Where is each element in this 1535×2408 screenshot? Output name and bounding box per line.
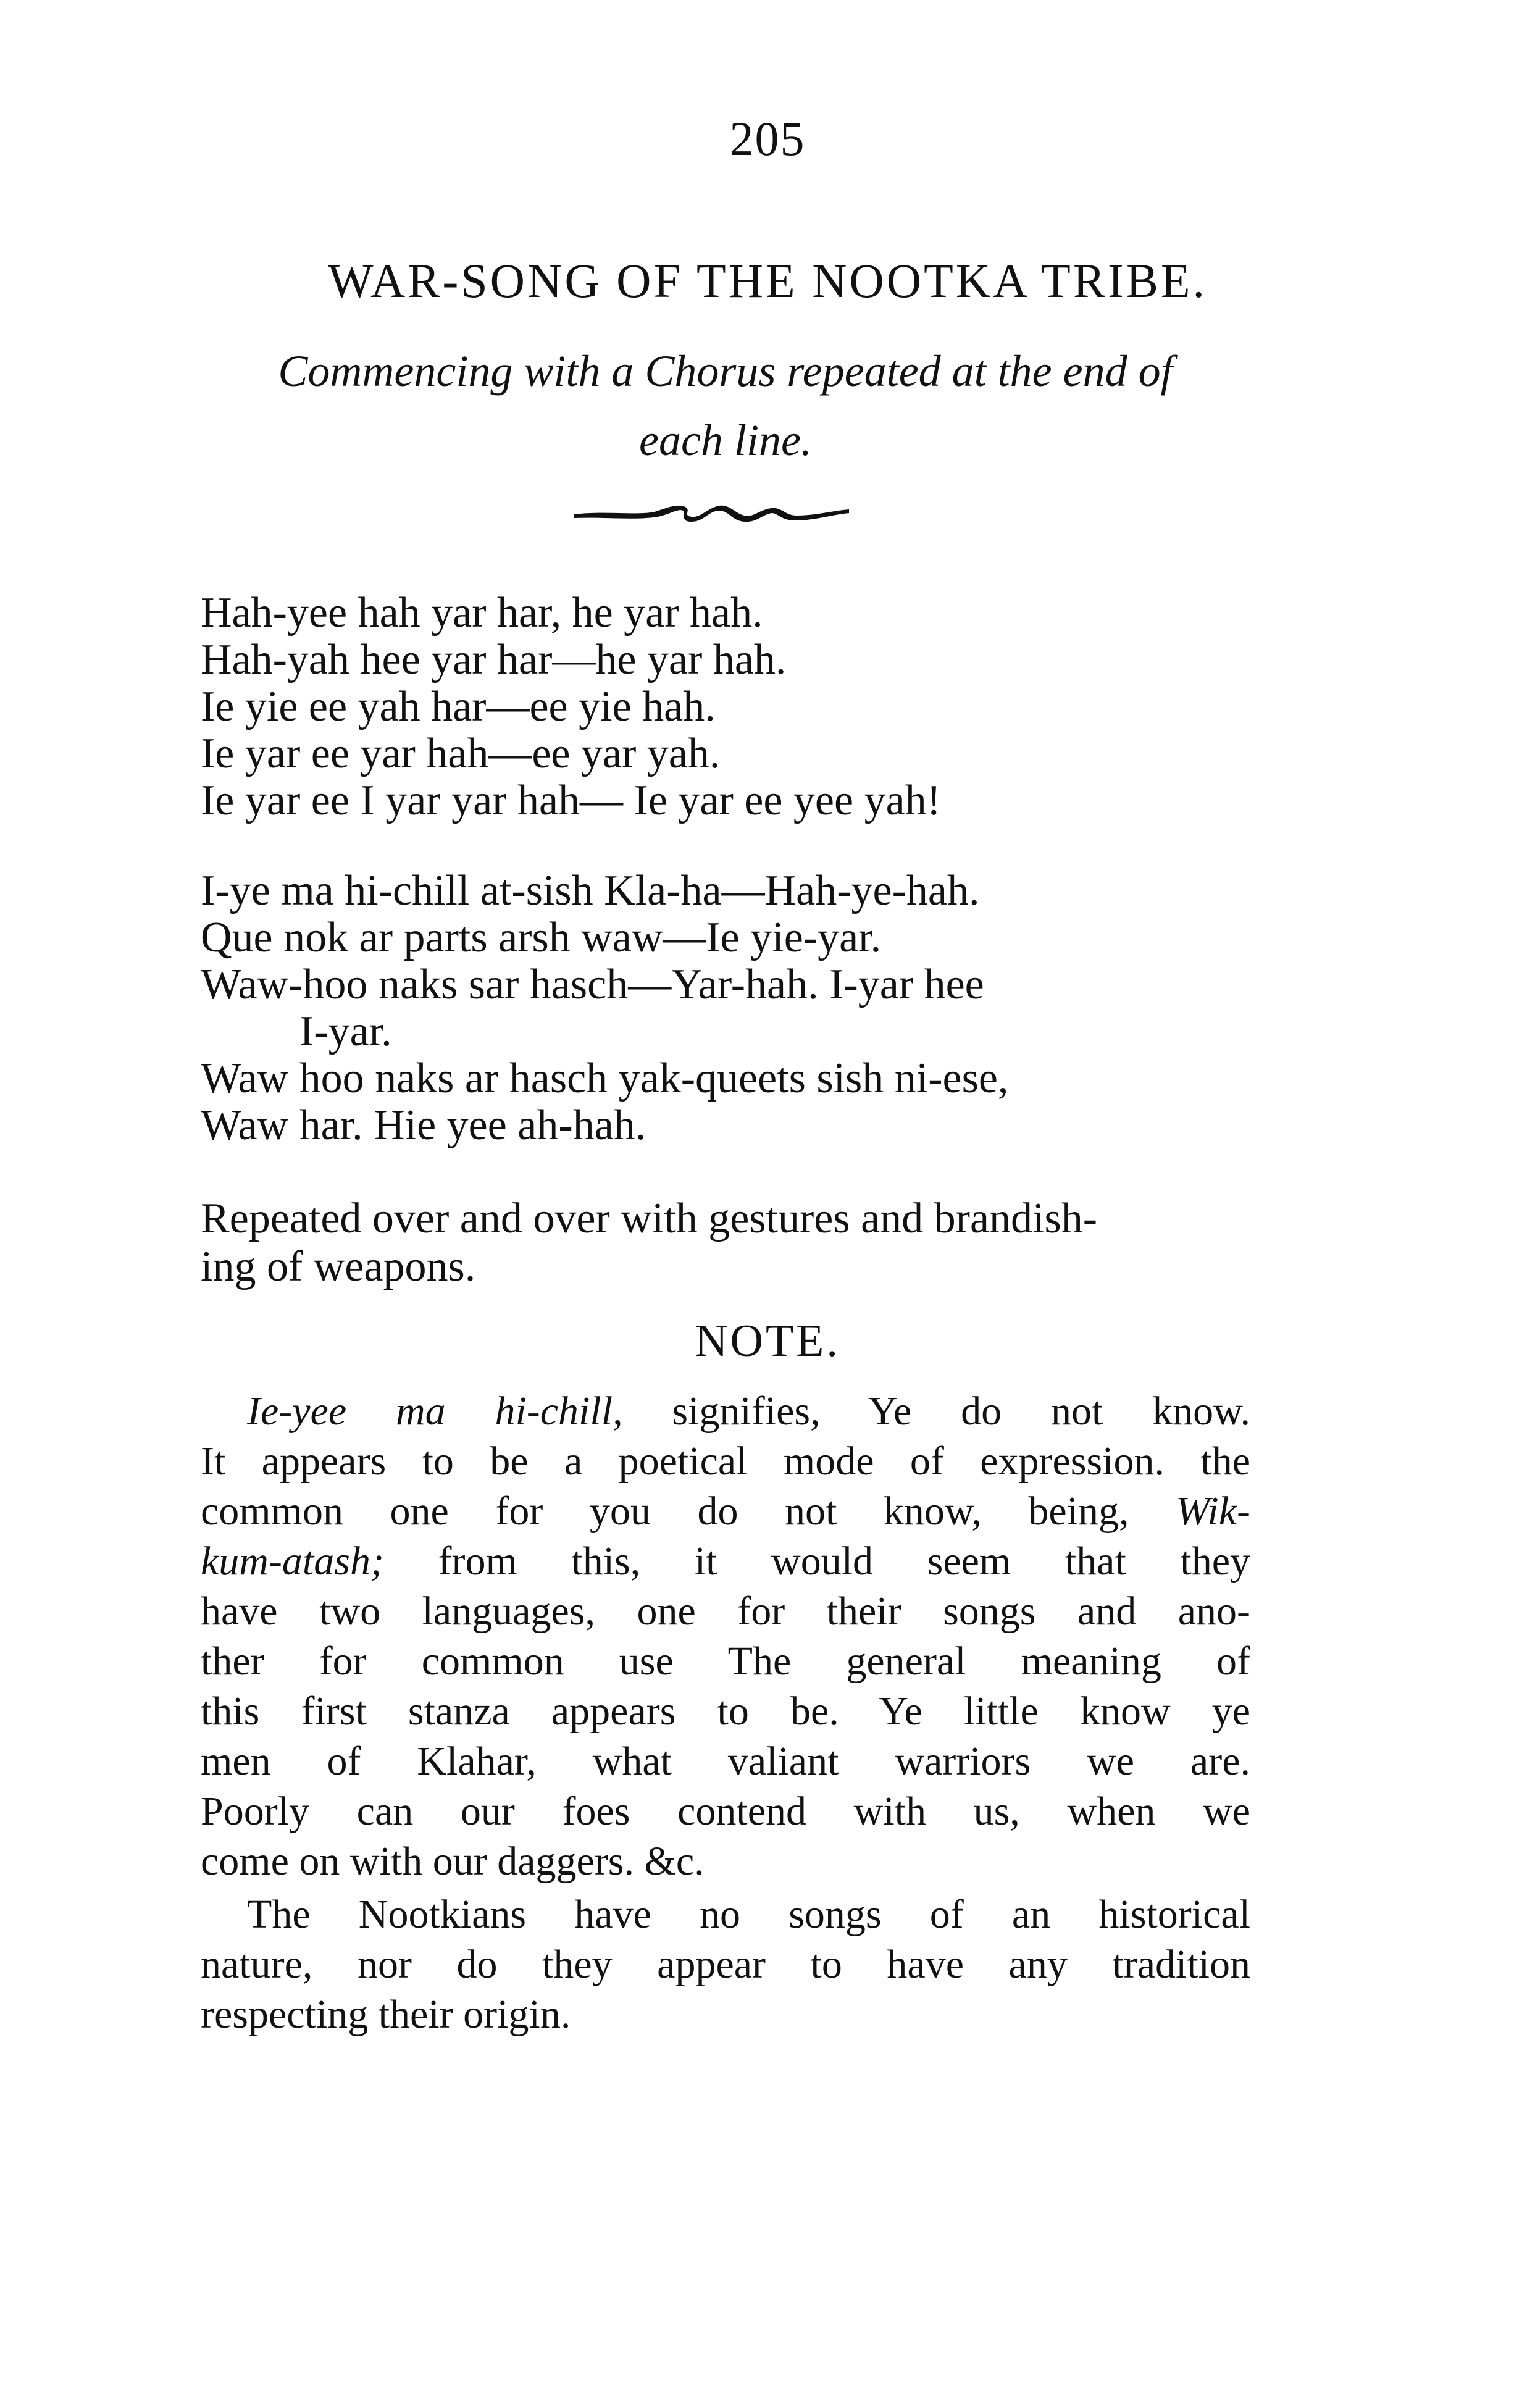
- text-span: from this, it would seem that they: [383, 1539, 1250, 1584]
- verse-stanza-2: [201, 867, 1300, 1149]
- paragraph-line: It appears to be a poetical mode of expression. the: [201, 1439, 1250, 1484]
- paragraph-line: come on with our daggers. &c.: [201, 1839, 705, 1884]
- note-paragraph-1: [201, 1386, 1250, 1886]
- instruction-line: Repeated over and over with gestures and brandish-: [201, 1195, 1098, 1242]
- italic-phrase: Ie-yee ma hi-chill,: [247, 1389, 623, 1434]
- subtitle-line: Commencing with a Chorus repeated at the end of: [278, 346, 1173, 396]
- paragraph-line: [201, 1486, 1250, 1536]
- performance-instruction: [201, 1195, 1275, 1291]
- verse-line: Waw hoo naks ar hasch yak-queets sish ni-ese,: [201, 1055, 1009, 1102]
- verse-line: Ie yar ee I yar yar hah— Ie yar ee yee yah!: [201, 777, 941, 824]
- note-heading: NOTE.: [695, 1316, 840, 1366]
- subtitle-line: each line.: [639, 416, 812, 465]
- paragraph-line: ther for common use The general meaning of: [201, 1639, 1250, 1684]
- paragraph-line: Poorly can our foes contend with us, when we: [201, 1789, 1250, 1834]
- verse-line: Hah-yah hee yar har—he yar hah.: [201, 636, 787, 684]
- instruction-line: ing of weapons.: [201, 1243, 476, 1290]
- page-number: 205: [729, 112, 806, 165]
- verse-line: Hah-yee hah yar har, he yar hah.: [201, 589, 763, 637]
- verse-line: Waw har. Hie yee ah-hah.: [201, 1102, 646, 1149]
- verse-line: I-yar.: [299, 1008, 392, 1055]
- text-span: signifies, Ye do not know.: [622, 1389, 1250, 1434]
- italic-phrase: Wik-: [1176, 1489, 1250, 1534]
- italic-phrase: kum-atash;: [201, 1539, 384, 1584]
- paragraph-line: have two languages, one for their songs and ano-: [201, 1589, 1250, 1634]
- verse-line: I-ye ma hi-chill at-sish Kla-ha—Hah-ye-hah.: [201, 867, 980, 914]
- paragraph-line: this first stanza appears to be. Ye little know ye: [201, 1689, 1250, 1734]
- verse-line: Waw-hoo naks sar hasch—Yar-hah. I-yar hee: [201, 961, 984, 1008]
- paragraph-line: nature, nor do they appear to have any tradition: [201, 1942, 1250, 1987]
- text-span: common one for you do not know, being,: [201, 1489, 1176, 1534]
- verse-line: Ie yie ee yah har—ee yie hah.: [201, 683, 716, 730]
- subtitle: [179, 337, 1272, 475]
- note-paragraph-2: [201, 1889, 1250, 2039]
- page-title: WAR-SONG OF THE NOOTKA TRIBE.: [328, 254, 1207, 307]
- verse-stanza-1: [201, 590, 1300, 824]
- paragraph-line: men of Klahar, what valiant warriors we are.: [201, 1739, 1250, 1784]
- verse-line: Que nok ar parts arsh waw—Ie yie-yar.: [201, 914, 882, 961]
- paragraph-line: respecting their origin.: [201, 1992, 571, 2037]
- verse-line: Ie yar ee yar hah—ee yar yah.: [201, 730, 721, 777]
- paragraph-line: The Nootkians have no songs of an historical: [247, 1892, 1250, 1937]
- ornament-divider: [568, 497, 852, 528]
- paragraph-line: [201, 1386, 1250, 1436]
- paragraph-line: [201, 1536, 1250, 1586]
